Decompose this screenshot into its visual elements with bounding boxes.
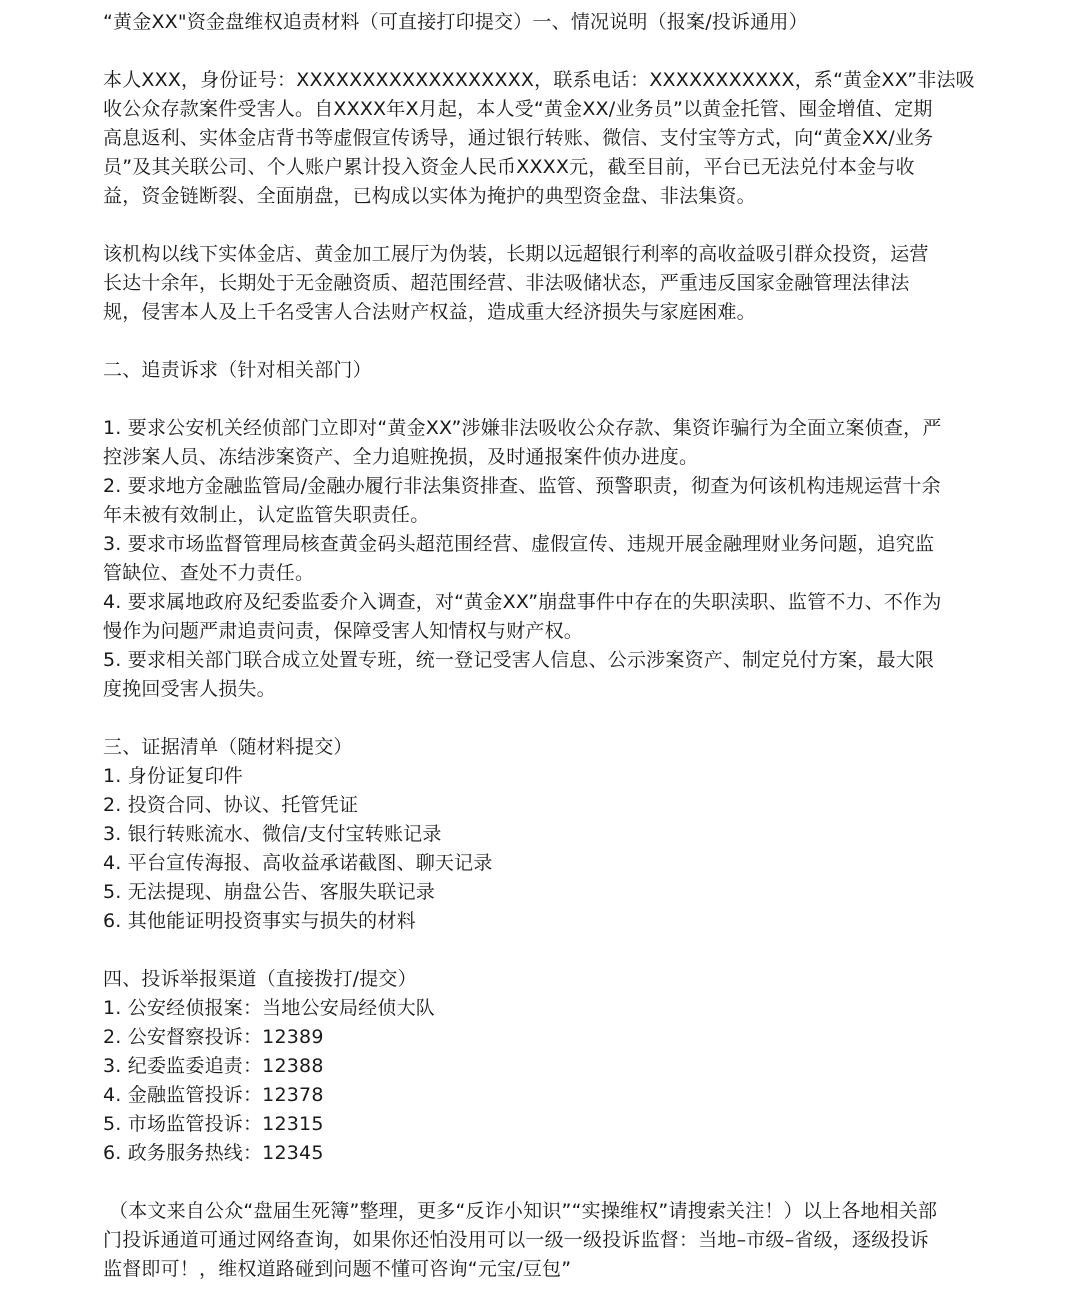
list-item: 1. 公安经侦报案：当地公安局经侦大队 — [103, 997, 435, 1019]
list-item: 3. 银行转账流水、微信/支付宝转账记录 — [103, 823, 442, 845]
spacer — [103, 936, 980, 965]
document-title: “黄金XX"资金盘维权追责材料（可直接打印提交）一、情况说明（报案/投诉通用） — [103, 11, 808, 33]
spacer — [103, 704, 980, 733]
list-item: 2. 投资合同、协议、托管凭证 — [103, 794, 359, 816]
list-item: 1. 身份证复印件 — [103, 765, 243, 787]
list-item: 控涉案人员、冻结涉案资产、全力追赃挽损，及时通报案件侦办进度。 — [103, 446, 699, 468]
spacer — [103, 211, 980, 240]
section1-paragraph1 — [103, 66, 980, 211]
list-item: 5. 要求相关部门联合成立处置专班，统一登记受害人信息、公示涉案资产、制定兑付方案，最大限 — [103, 649, 935, 671]
text-line: 门投诉通道可通过网络查询，如果你还怕没用可以一级一级投诉监督：当地–市级–省级，逐级投诉 — [103, 1229, 929, 1251]
spacer — [103, 1168, 980, 1197]
text-line: 本人XXX，身份证号：XXXXXXXXXXXXXXXXXX，联系电话：XXXXXXXXXXX，系“黄金XX”非法吸 — [103, 69, 975, 91]
list-item: 慢作为问题严肃追责问责，保障受害人知情权与财产权。 — [103, 620, 584, 642]
spacer — [103, 37, 980, 66]
list-item: 1. 要求公安机关经侦部门立即对“黄金XX”涉嫌非法吸收公众存款、集资诈骗行为全面立案侦查，严 — [103, 417, 942, 439]
footer-note — [103, 1197, 980, 1284]
text-line: 员”及其关联公司、个人账户累计投入资金人民币XXXX元，截至目前，平台已无法兑付本金与收 — [103, 156, 915, 178]
section4-heading: 四、投诉举报渠道（直接拨打/提交） — [103, 968, 417, 990]
text-line: 规，侵害本人及上千名受害人合法财产权益，造成重大经济损失与家庭困难。 — [103, 301, 756, 323]
spacer — [103, 327, 980, 356]
section3-heading: 三、证据清单（随材料提交） — [103, 736, 353, 758]
text-line: 收公众存款案件受害人。自XXXX年X月起，本人受“黄金XX/业务员”以黄金托管、囤金增值、定期 — [103, 98, 933, 120]
section3-list — [103, 762, 980, 936]
list-item: 2. 公安督察投诉：12389 — [103, 1026, 324, 1048]
text-line: 监督即可！，维权道路碰到问题不懂可咨询“元宝/豆包” — [103, 1258, 572, 1280]
text-line: 高息返利、实体金店背书等虚假宣传诱导，通过银行转账、微信、支付宝等方式，向“黄金XX/业务 — [103, 127, 934, 149]
list-item: 6. 政务服务热线：12345 — [103, 1142, 324, 1164]
section4-list — [103, 994, 980, 1168]
list-item: 4. 平台宣传海报、高收益承诺截图、聊天记录 — [103, 852, 493, 874]
list-item: 度挽回受害人损失。 — [103, 678, 276, 700]
list-item: 4. 金融监管投诉：12378 — [103, 1084, 324, 1106]
list-item: 3. 纪委监委追责：12388 — [103, 1055, 324, 1077]
list-item: 6. 其他能证明投资事实与损失的材料 — [103, 910, 416, 932]
list-item: 2. 要求地方金融监管局/金融办履行非法集资排查、监管、预警职责，彻查为何该机构违规运营十余 — [103, 475, 941, 497]
list-item: 4. 要求属地政府及纪委监委介入调查，对“黄金XX”崩盘事件中存在的失职渎职、监管不力、不作为 — [103, 591, 942, 613]
list-item: 年未被有效制止，认定监管失职责任。 — [103, 504, 430, 526]
list-item: 3. 要求市场监督管理局核查黄金码头超范围经营、虚假宣传、违规开展金融理财业务问题，追究监 — [103, 533, 935, 555]
section2-list — [103, 414, 980, 704]
list-item: 管缺位、查处不力责任。 — [103, 562, 315, 584]
list-item: 5. 无法提现、崩盘公告、客服失联记录 — [103, 881, 435, 903]
section1-paragraph2 — [103, 240, 980, 327]
text-line: （本文来自公众“盘届生死簿”整理，更多“反诈小知识”“实操维权”请搜索关注！）以上各地相关部 — [109, 1200, 938, 1222]
text-line: 益，资金链断裂、全面崩盘，已构成以实体为掩护的典型资金盘、非法集资。 — [103, 185, 756, 207]
text-line: 该机构以线下实体金店、黄金加工展厅为伪装，长期以远超银行利率的高收益吸引群众投资，运营 — [103, 243, 929, 265]
section2-heading: 二、追责诉求（针对相关部门） — [103, 359, 372, 381]
text-line: 长达十余年，长期处于无金融资质、超范围经营、非法吸储状态，严重违反国家金融管理法律法 — [103, 272, 910, 294]
spacer — [103, 385, 980, 414]
list-item: 5. 市场监管投诉：12315 — [103, 1113, 324, 1135]
